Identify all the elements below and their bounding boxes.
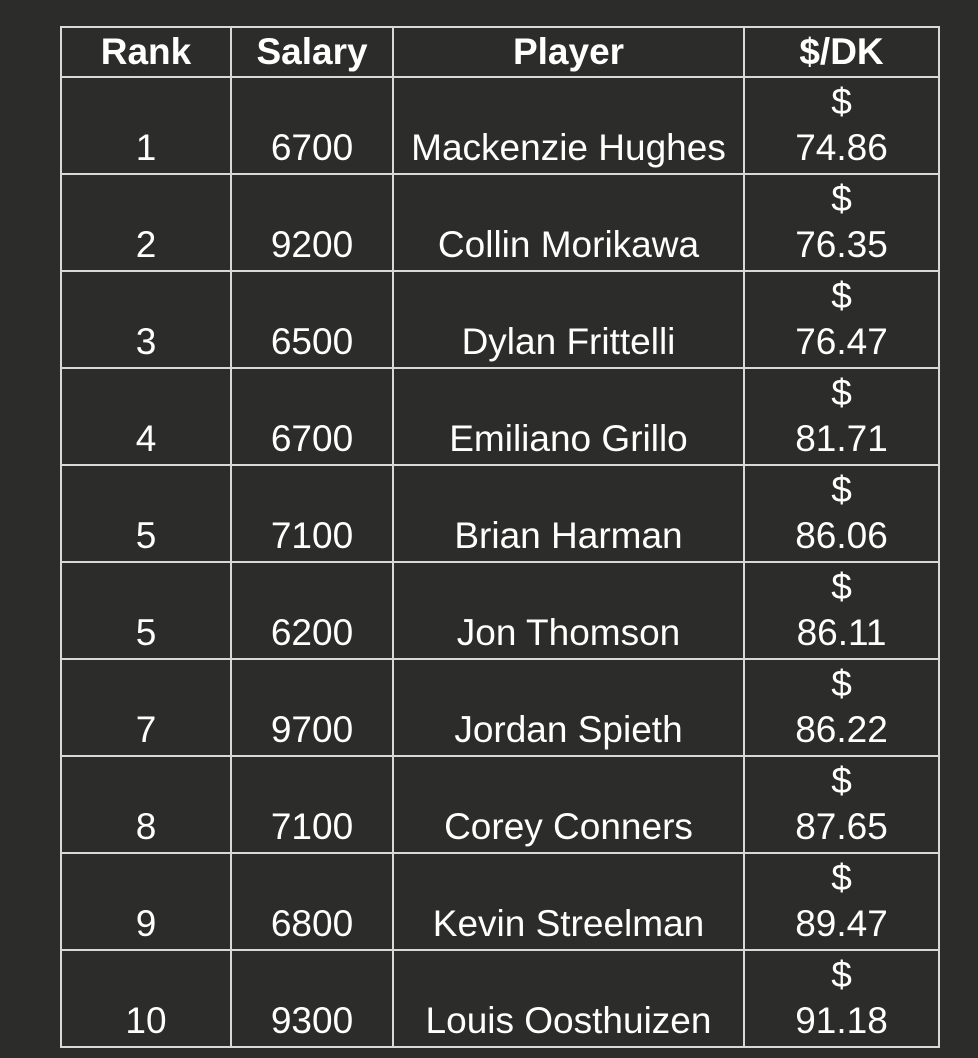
- player-cell: Louis Oosthuizen: [393, 950, 744, 1047]
- dk-cell: [744, 562, 939, 659]
- rank-cell: 1: [61, 77, 231, 174]
- dk-cell: [744, 174, 939, 271]
- dk-value: 86.06: [795, 515, 888, 556]
- dk-value: 76.35: [795, 224, 888, 265]
- dk-value: 81.71: [795, 418, 888, 459]
- currency-symbol: $: [831, 663, 852, 704]
- dk-value: 74.86: [795, 127, 888, 168]
- table-body: [61, 77, 939, 1047]
- dk-cell: [744, 368, 939, 465]
- currency-symbol: $: [831, 857, 852, 898]
- column-header-salary: Salary: [231, 27, 393, 77]
- salary-cell: 6500: [231, 271, 393, 368]
- salary-cell: 9700: [231, 659, 393, 756]
- dk-cell: [744, 77, 939, 174]
- salary-cell: 6800: [231, 853, 393, 950]
- currency-symbol: $: [831, 469, 852, 510]
- salary-cell: 9200: [231, 174, 393, 271]
- table-container: [60, 26, 940, 1048]
- dk-value: 87.65: [795, 806, 888, 847]
- rank-cell: 7: [61, 659, 231, 756]
- player-cell: Brian Harman: [393, 465, 744, 562]
- currency-symbol: $: [831, 760, 852, 801]
- dk-cell: [744, 271, 939, 368]
- rank-cell: 9: [61, 853, 231, 950]
- rank-cell: 3: [61, 271, 231, 368]
- table-row: [61, 465, 939, 562]
- salary-cell: 6200: [231, 562, 393, 659]
- player-cell: Jon Thomson: [393, 562, 744, 659]
- table-row: [61, 562, 939, 659]
- salary-cell: 7100: [231, 465, 393, 562]
- header-row: [61, 27, 939, 77]
- table-row: [61, 756, 939, 853]
- column-header-dk: $/DK: [744, 27, 939, 77]
- rank-cell: 8: [61, 756, 231, 853]
- table-row: [61, 950, 939, 1047]
- table-header: [61, 27, 939, 77]
- table-row: [61, 659, 939, 756]
- rank-cell: 4: [61, 368, 231, 465]
- player-cell: Emiliano Grillo: [393, 368, 744, 465]
- player-cell: Jordan Spieth: [393, 659, 744, 756]
- column-header-player: Player: [393, 27, 744, 77]
- table-row: [61, 174, 939, 271]
- table-row: [61, 853, 939, 950]
- dk-value: 76.47: [795, 321, 888, 362]
- rank-cell: 5: [61, 562, 231, 659]
- dk-value: 86.22: [795, 709, 888, 750]
- player-cell: Kevin Streelman: [393, 853, 744, 950]
- currency-symbol: $: [831, 81, 852, 122]
- dk-cell: [744, 853, 939, 950]
- dk-cell: [744, 659, 939, 756]
- salary-cell: 6700: [231, 368, 393, 465]
- currency-symbol: $: [831, 275, 852, 316]
- player-cell: Mackenzie Hughes: [393, 77, 744, 174]
- salary-cell: 9300: [231, 950, 393, 1047]
- dk-value: 89.47: [795, 903, 888, 944]
- currency-symbol: $: [831, 566, 852, 607]
- dk-cell: [744, 950, 939, 1047]
- rank-cell: 2: [61, 174, 231, 271]
- dk-cell: [744, 756, 939, 853]
- rankings-table: [60, 26, 940, 1048]
- salary-cell: 6700: [231, 77, 393, 174]
- currency-symbol: $: [831, 954, 852, 995]
- dk-value: 86.11: [796, 612, 887, 653]
- column-header-rank: Rank: [61, 27, 231, 77]
- table-row: [61, 77, 939, 174]
- player-cell: Corey Conners: [393, 756, 744, 853]
- dk-value: 91.18: [795, 1000, 888, 1041]
- salary-cell: 7100: [231, 756, 393, 853]
- rank-cell: 5: [61, 465, 231, 562]
- dk-cell: [744, 465, 939, 562]
- currency-symbol: $: [831, 372, 852, 413]
- player-cell: Dylan Frittelli: [393, 271, 744, 368]
- currency-symbol: $: [831, 178, 852, 219]
- table-row: [61, 368, 939, 465]
- player-cell: Collin Morikawa: [393, 174, 744, 271]
- rank-cell: 10: [61, 950, 231, 1047]
- table-row: [61, 271, 939, 368]
